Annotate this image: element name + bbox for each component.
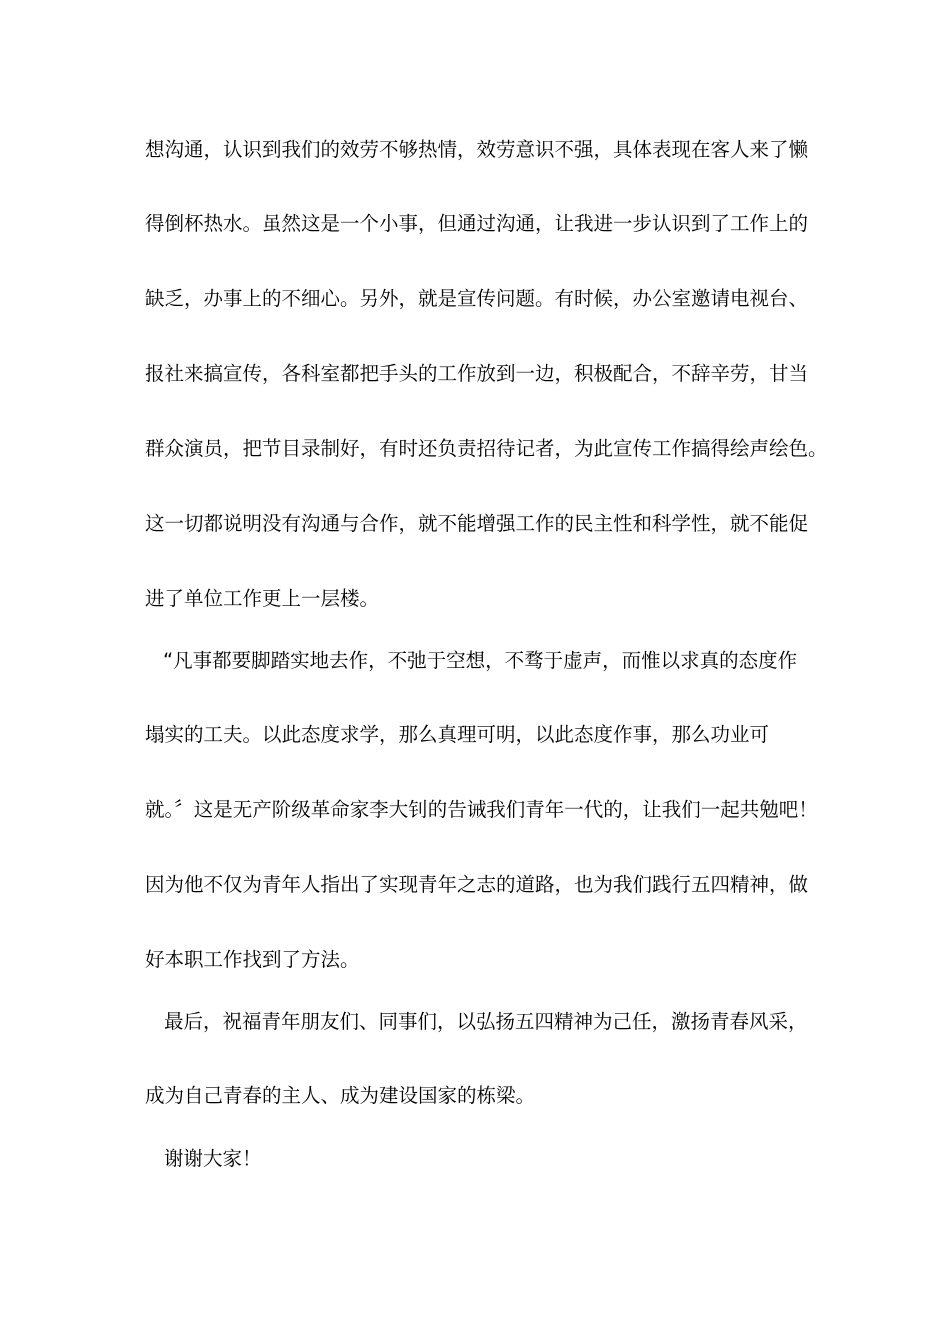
paragraph-line-3: 缺乏，办事上的不细心。另外，就是宣传问题。有时候，办公室邀请电视台、	[145, 287, 809, 310]
quote-line-4: 因为他不仅为青年人指出了实现青年之志的道路，也为我们践行五四精神，做	[145, 873, 809, 896]
thanks-line: 谢谢大家！	[164, 1147, 262, 1170]
paragraph-line-4: 报社来搞宣传，各科室都把手头的工作放到一边，积极配合，不辞辛劳，甘当	[145, 362, 809, 385]
paragraph-line-7: 进了单位工作更上一层楼。	[145, 587, 380, 610]
quote-line-1: “凡事都要脚踏实地去作，不弛于空想，不骛于虚声，而惟以求真的态度作	[163, 649, 798, 672]
paragraph-line-1: 想沟通，认识到我们的效劳不够热情，效劳意识不强，具体表现在客人来了懒	[145, 138, 809, 161]
paragraph-line-5: 群众演员，把节目录制好，有时还负责招待记者，为此宣传工作搞得绘声绘色。	[145, 437, 828, 460]
paragraph-line-6: 这一切都说明没有沟通与合作，就不能增强工作的民主性和科学性，就不能促	[145, 512, 809, 535]
closing-line-2: 成为自己青春的主人、成为建设国家的栋梁。	[145, 1084, 536, 1107]
quote-line-2: 塌实的工夫。以此态度求学，那么真理可明，以此态度作事，那么功业可	[145, 723, 770, 746]
paragraph-line-2: 得倒杯热水。虽然这是一个小事，但通过沟通，让我进一步认识到了工作上的	[145, 212, 809, 235]
closing-line-1: 最后，祝福青年朋友们、同事们，以弘扬五四精神为己任，激扬青春风采，	[164, 1010, 808, 1033]
quote-line-3: 就。〞这是无产阶级革命家李大钊的告诫我们青年一代的，让我们一起共勉吧！	[145, 798, 818, 821]
quote-line-5: 好本职工作找到了方法。	[145, 948, 360, 971]
